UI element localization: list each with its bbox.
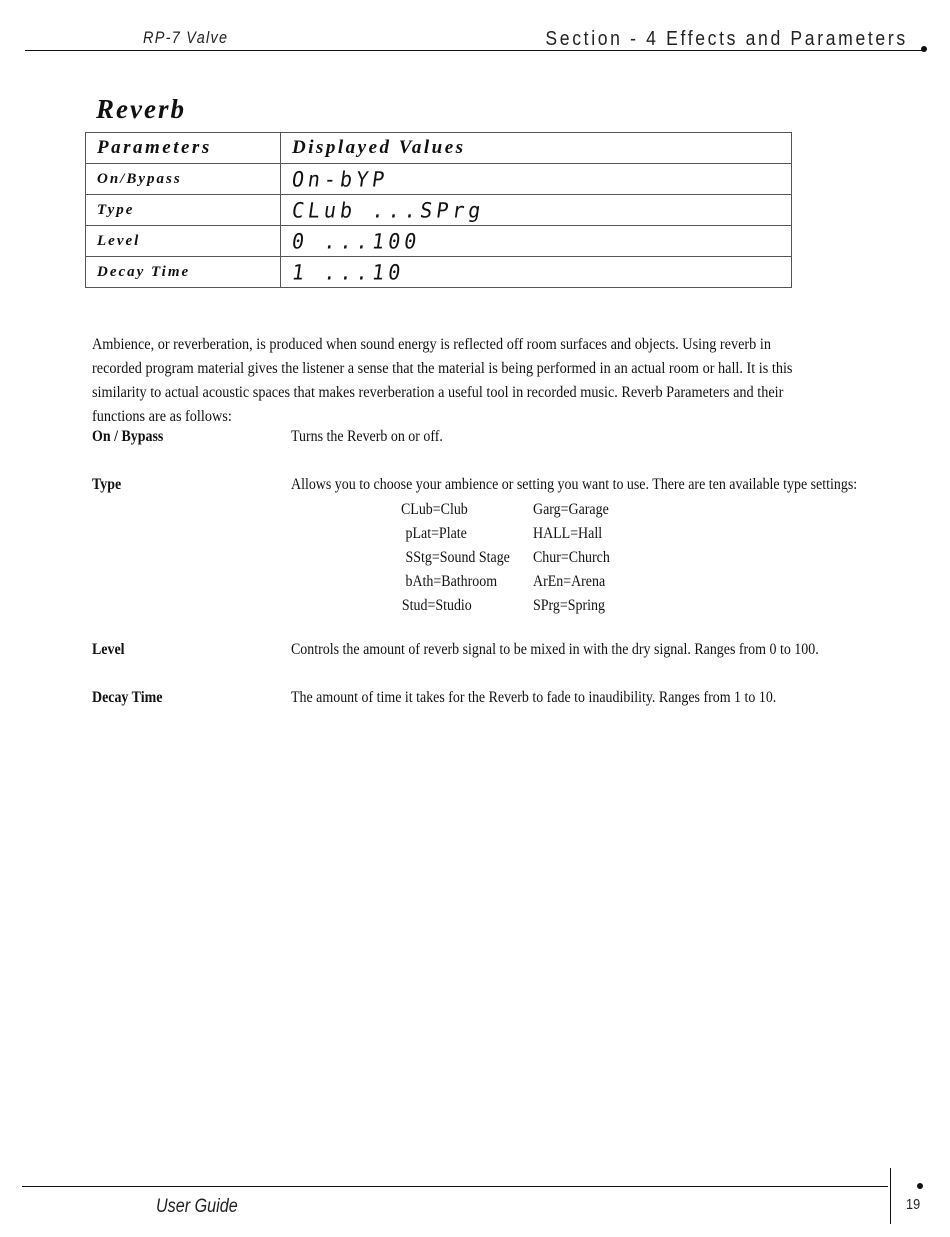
header-rule [25, 50, 924, 51]
table-row [86, 164, 792, 195]
table-row [86, 257, 792, 288]
footer-doc-title: User Guide [156, 1196, 238, 1217]
desc-level: Controls the amount of reverb signal to be mixed in with the dry signal. Ranges from 0 to 100. [291, 641, 819, 658]
param-display-value: 1 ...10 [290, 259, 407, 285]
desc-decay-time: The amount of time it takes for the Reverb to fade to inaudibility. Ranges from 1 to 10. [291, 689, 777, 706]
param-name: Decay Time [86, 257, 281, 288]
type-setting: Garg=Garage [533, 501, 609, 518]
type-setting: ArEn=Arena [533, 573, 606, 590]
param-name: Type [86, 195, 281, 226]
param-display-value: CLub ...SPrg [290, 197, 487, 223]
type-settings-right-column [533, 498, 610, 618]
term-type: Type [92, 476, 122, 493]
type-setting: SStg=Sound Stage [405, 549, 510, 566]
intro-paragraph: Ambience, or reverberation, is produced when sound energy is reflected off room surfaces and objects. Using reverb in recorded program material gives the listener a sense that the material is being performed in an actual room or hall. It is this similarity to actual acoustic spaces that makes reverberation a useful tool in recorded music. Reverb Parameters and their functions are as follows: [92, 336, 793, 425]
term-decay-time: Decay Time [92, 689, 163, 706]
term-level: Level [92, 641, 125, 658]
footer-rule-dot [917, 1183, 923, 1189]
type-setting: HALL=Hall [533, 525, 603, 542]
param-display-value: 0 ...100 [290, 228, 423, 254]
type-setting: bAth=Bathroom [405, 573, 498, 590]
type-setting: Chur=Church [533, 549, 610, 566]
term-on-bypass: On / Bypass [92, 428, 164, 445]
table-row [86, 226, 792, 257]
section-title: Reverb [96, 94, 186, 124]
table-header-row [86, 133, 792, 164]
param-display-value: On-bYP [290, 166, 391, 192]
type-setting: CLub=Club [401, 501, 468, 518]
type-setting: pLat=Plate [405, 525, 467, 542]
type-settings-left-column [401, 498, 510, 618]
footer-rule [22, 1186, 888, 1187]
desc-on-bypass: Turns the Reverb on or off. [291, 428, 443, 445]
header-parameters: Parameters [86, 133, 281, 164]
header-displayed-values: Displayed Values [281, 133, 792, 164]
header-rule-dot [921, 46, 927, 52]
table-row [86, 195, 792, 226]
param-name: Level [86, 226, 281, 257]
type-setting: Stud=Studio [401, 597, 472, 614]
footer-vertical-rule [890, 1168, 891, 1224]
header-section-title: Section - 4 Effects and Parameters [545, 28, 908, 50]
page-number: 19 [906, 1196, 921, 1213]
parameter-table [85, 132, 792, 288]
desc-type: Allows you to choose your ambience or setting you want to use. There are ten available type settings: [291, 476, 858, 493]
param-name: On/Bypass [86, 164, 281, 195]
header-product-name: RP-7 Valve [143, 28, 229, 47]
type-setting: SPrg=Spring [533, 597, 605, 614]
